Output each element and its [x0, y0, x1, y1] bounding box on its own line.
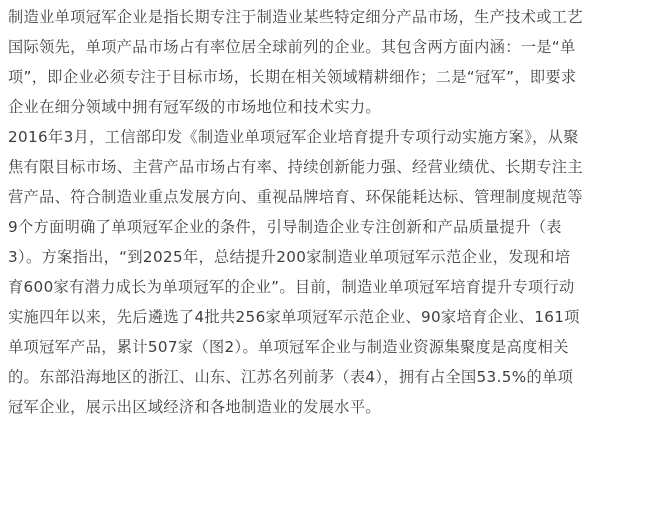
text-line: 企业在细分领域中拥有冠军级的市场地位和技术实力。: [8, 98, 381, 116]
text-line: 实施四年以来，先后遴选了4批共256家单项冠军示范企业、90家培育企业、161项: [8, 308, 580, 326]
text-line: 冠军企业，展示出区域经济和各地制造业的发展水平。: [8, 398, 381, 416]
text-line: 9个方面明确了单项冠军企业的条件，引导制造企业专注创新和产品质量提升（表: [8, 218, 562, 236]
text-line: 2016年3月，工信部印发《制造业单项冠军企业培育提升专项行动实施方案》，从聚: [8, 128, 579, 146]
paragraph-definition: [8, 2, 646, 122]
text-line: 营产品、符合制造业重点发展方向、重视品牌培育、环保能耗达标、管理制度规范等: [8, 188, 583, 206]
text-line: 育600家有潜力成长为单项冠军的企业”。目前，制造业单项冠军培育提升专项行动: [8, 278, 575, 296]
text-line: 焦有限目标市场、主营产品市场占有率、持续创新能力强、经营业绩优、长期专注主: [8, 158, 583, 176]
text-line: 的。东部沿海地区的浙江、山东、江苏名列前茅（表4），拥有占全国53.5%的单项: [8, 368, 574, 386]
text-line: 国际领先，单项产品市场占有率位居全球前列的企业。其包含两方面内涵：一是“单: [8, 38, 576, 56]
text-line: 制造业单项冠军企业是指长期专注于制造业某些特定细分产品市场，生产技术或工艺: [8, 8, 583, 26]
text-line: 项”，即企业必须专注于目标市场，长期在相关领域精耕细作；二是“冠军”，即要求: [8, 68, 577, 86]
text-line: 3）。方案指出，“到2025年，总结提升200家制造业单项冠军示范企业，发现和培: [8, 248, 571, 266]
article-body: [0, 2, 654, 505]
text-line: 单项冠军产品，累计507家（图2）。单项冠军企业与制造业资源集聚度是高度相关: [8, 338, 569, 356]
paragraph-policy: [8, 122, 646, 422]
